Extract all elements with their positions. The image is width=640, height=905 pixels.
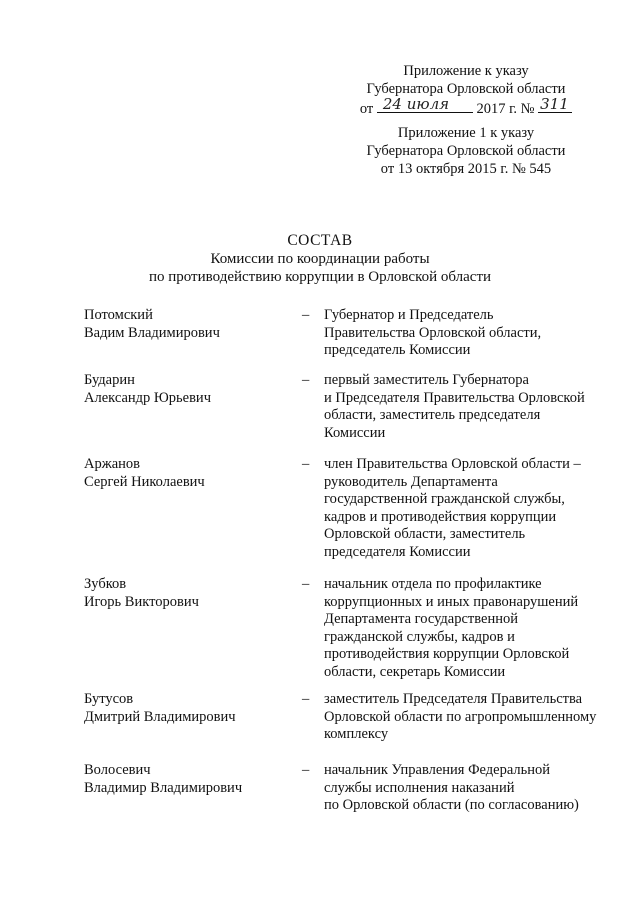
member-surname: Бутусов [84, 691, 134, 707]
handwritten-date: 24 июля [382, 95, 450, 113]
member-role [324, 372, 604, 442]
title-line2: Комиссии по координации работы [210, 251, 430, 267]
member-given-name: Вадим Владимирович [84, 324, 220, 341]
member-role [324, 762, 604, 815]
title-line3: по противодействию коррупции в Орловской области [148, 269, 492, 285]
member-given-name: Владимир Владимирович [84, 779, 243, 796]
role-line: Правительства Орловской области, [324, 324, 542, 341]
prev-appendix-line1: Приложение 1 к указу [397, 125, 535, 141]
appendix-header [346, 62, 586, 118]
member-name [84, 762, 284, 797]
prev-appendix-line2: Губернатора Орловской области [366, 143, 566, 159]
member-surname: Волосевич [84, 762, 151, 778]
document-title [0, 232, 640, 286]
appendix-line2: Губернатора Орловской области [366, 81, 566, 97]
title-heading: СОСТАВ [287, 232, 353, 249]
role-line: области, заместитель председателя [324, 407, 541, 423]
member-surname: Бударин [84, 372, 135, 388]
member-name [84, 691, 284, 726]
member-role [324, 456, 604, 561]
role-line: Орловской области по агропромышленному [324, 708, 597, 725]
member-name [84, 372, 284, 407]
member-given-name: Александр Юрьевич [84, 389, 211, 406]
member-given-name: Игорь Викторович [84, 593, 199, 610]
role-line: по Орловской области (по согласованию) [324, 797, 579, 813]
role-line: службы исполнения наказаний [324, 779, 515, 796]
dash-separator: – [302, 307, 310, 323]
role-line: член Правительства Орловской области – [324, 456, 581, 472]
member-name [84, 307, 284, 342]
member-role [324, 576, 604, 681]
role-line: Департамента государственной [324, 611, 518, 627]
role-line: начальник отдела по профилактике [324, 576, 542, 592]
member-role [324, 307, 604, 360]
member-given-name: Сергей Николаевич [84, 473, 205, 490]
role-line: Комиссии [324, 424, 386, 441]
role-line: Орловской области, заместитель [324, 526, 526, 542]
role-line: области, секретарь Комиссии [324, 663, 506, 680]
member-role [324, 691, 604, 744]
member-surname: Аржанов [84, 456, 141, 472]
role-line: председателя Комиссии [324, 543, 471, 560]
date-suffix: 2017 г. № [476, 101, 535, 117]
appendix-date-line [346, 95, 586, 118]
member-surname: Потомский [84, 307, 153, 323]
handwritten-date-field [377, 95, 473, 113]
role-line: кадров и противодействия коррупции [324, 508, 557, 525]
role-line: первый заместитель Губернатора [324, 372, 529, 388]
dash-separator: – [302, 372, 310, 388]
dash-separator: – [302, 762, 310, 778]
handwritten-number: 311 [540, 95, 569, 113]
role-line: комплексу [324, 726, 389, 742]
role-line: Губернатор и Председатель [324, 307, 494, 323]
role-line: коррупционных и иных правонарушений [324, 593, 579, 610]
role-line: руководитель Департамента [324, 473, 498, 490]
dash-separator: – [302, 456, 310, 472]
previous-appendix-header [346, 124, 586, 178]
member-name [84, 456, 284, 491]
member-given-name: Дмитрий Владимирович [84, 708, 236, 725]
prev-appendix-line3: от 13 октября 2015 г. № 545 [380, 161, 552, 177]
role-line: начальник Управления Федеральной [324, 762, 551, 778]
member-surname: Зубков [84, 576, 127, 592]
role-line: противодействия коррупции Орловской [324, 646, 570, 662]
role-line: государственной гражданской службы, [324, 491, 565, 507]
role-line: председатель Комиссии [324, 342, 471, 358]
dash-separator: – [302, 691, 310, 707]
member-name [84, 576, 284, 611]
role-line: и Председателя Правительства Орловской [324, 389, 585, 406]
role-line: заместитель Председателя Правительства [324, 691, 583, 707]
date-prefix: от [359, 101, 374, 117]
handwritten-number-field [538, 95, 572, 113]
appendix-line1: Приложение к указу [403, 63, 529, 79]
dash-separator: – [302, 576, 310, 592]
role-line: гражданской службы, кадров и [324, 628, 515, 645]
